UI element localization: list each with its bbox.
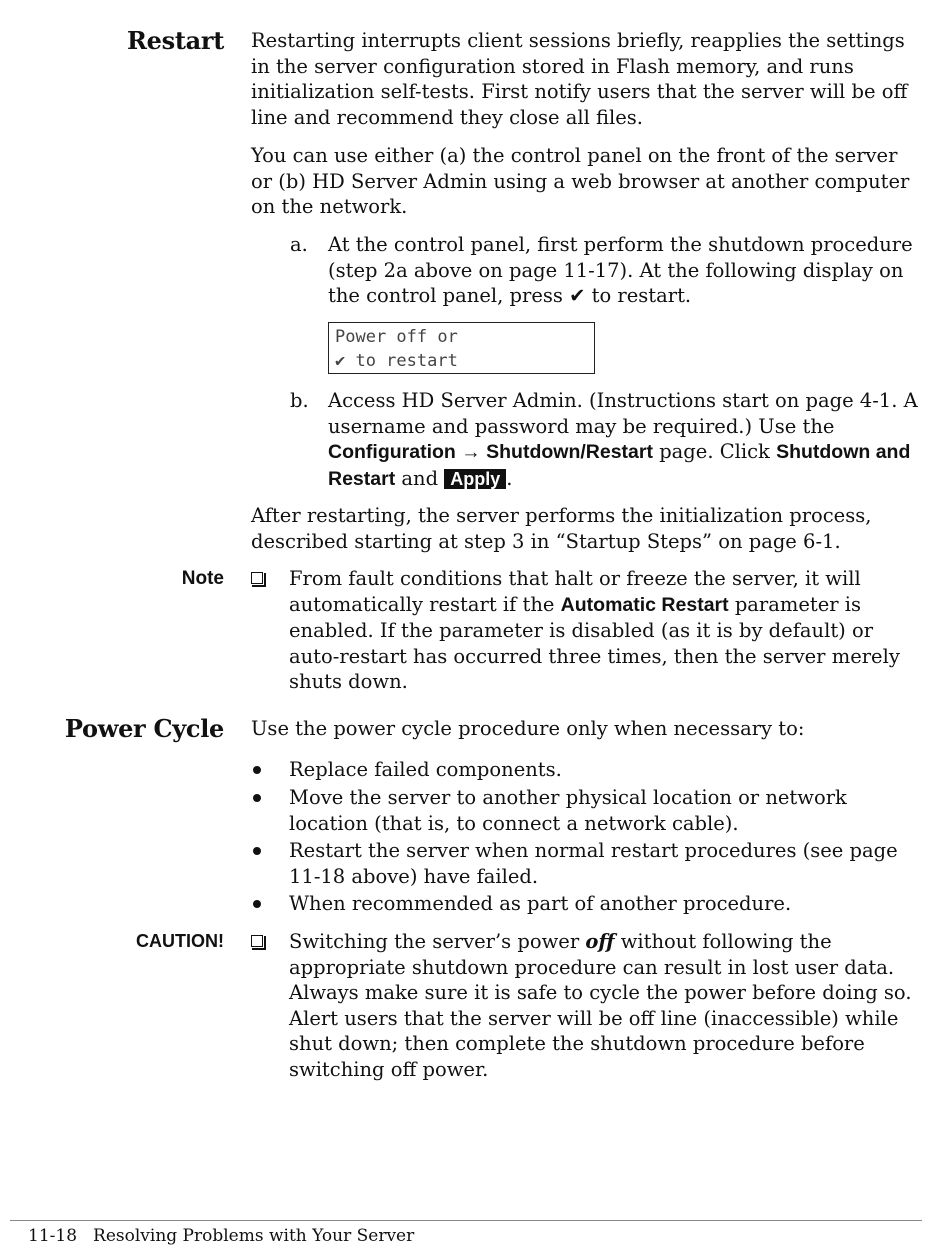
- list-item: [251, 891, 921, 917]
- footer-chapter-title: Resolving Problems with Your Server: [93, 1226, 415, 1246]
- lcd-line-2: ✔ to restart: [335, 351, 458, 371]
- bullet-icon: [253, 900, 261, 908]
- step-a-text: [328, 232, 920, 309]
- caution-label: CAUTION!: [136, 931, 224, 951]
- list-item-text: When recommended as part of another procedure.: [289, 892, 792, 915]
- step-a-text-end: to restart.: [591, 284, 692, 307]
- bullet-icon: [253, 766, 261, 774]
- step-b-text-4: .: [506, 466, 513, 490]
- config-path-text: Configuration → Shutdown/Restart: [328, 441, 653, 463]
- section-heading-restart: Restart: [127, 26, 224, 55]
- step-b-text-3: and: [401, 466, 439, 490]
- step-a: [290, 232, 920, 309]
- section-heading-power-cycle: Power Cycle: [64, 714, 224, 743]
- note-text-1: From fault conditions that halt or freeze the server, it will automatically restart if the: [289, 567, 861, 616]
- shutdown-restart-option-text: Shutdown and Restart: [328, 441, 911, 490]
- list-item-text: Replace failed components.: [289, 758, 562, 781]
- checkbox-bullet-icon: [251, 572, 263, 584]
- step-b-text: [328, 388, 920, 492]
- page-footer: [28, 1226, 414, 1246]
- step-a-marker: a.: [290, 233, 308, 256]
- bullet-icon: [253, 794, 261, 802]
- caution-text-1: Switching the server’s power: [289, 930, 580, 953]
- step-a-text-main: At the control panel, first perform the shutdown procedure (step 2a above on page 11-17). At the following display on the control panel, press: [328, 233, 913, 307]
- note-item: [251, 566, 921, 695]
- bullet-icon: [253, 847, 261, 855]
- step-b-marker: b.: [290, 389, 309, 412]
- footer-divider: [10, 1220, 922, 1221]
- list-item: [251, 757, 921, 783]
- automatic-restart-param: Automatic Restart: [560, 593, 729, 616]
- lcd-line-1: Power off or: [335, 327, 458, 347]
- step-b-text-1: Access HD Server Admin. (Instructions start on page 4-1. A username and password may be required.) Use the: [328, 389, 918, 438]
- list-item-text: Move the server to another physical location or network location (that is, to connect a network cable).: [289, 786, 847, 835]
- after-restart-paragraph: After restarting, the server performs the initialization process, described starting at step 3 in “Startup Steps” on page 6-1.: [251, 504, 872, 553]
- step-b-text-2: page. Click: [659, 440, 770, 463]
- caution-text-2: without following the appropriate shutdown procedure can result in lost user data. Always make sure it is safe to cycle the power before doing so. Alert users that the server will be off line (inaccessible) while shut down; then complete the shutdown procedure before switching off power.: [289, 930, 912, 1081]
- restart-intro-paragraph: Restarting interrupts client sessions briefly, reapplies the settings in the server configuration stored in Flash memory, and runs initialization self-tests. First notify users that the server will be off line and recommend they close all files.: [251, 29, 908, 129]
- list-item: [251, 838, 921, 889]
- note-label: Note: [181, 568, 224, 589]
- step-b: [290, 388, 920, 492]
- checkbox-bullet-icon: [251, 935, 263, 947]
- apply-button-graphic: Apply: [444, 469, 506, 489]
- caution-text: [289, 929, 921, 1082]
- check-mark-icon: ✔: [569, 284, 586, 307]
- restart-options-paragraph: You can use either (a) the control panel on the front of the server or (b) HD Server Admin using a web browser at another computer on the network.: [251, 144, 910, 218]
- list-item: [251, 785, 921, 836]
- caution-item: [251, 929, 921, 1082]
- note-text: [289, 566, 921, 695]
- lcd-display: [328, 322, 595, 374]
- list-item-text: Restart the server when normal restart procedures (see page 11-18 above) have failed.: [289, 839, 898, 888]
- note-text-2: parameter is enabled. If the parameter is disabled (as it is by default) or auto-restart has occurred three times, then the server merely shuts down.: [289, 592, 900, 693]
- power-cycle-intro: Use the power cycle procedure only when necessary to:: [251, 717, 805, 740]
- caution-emphasis-off: off: [585, 930, 615, 953]
- footer-page-number: 11-18: [28, 1226, 78, 1246]
